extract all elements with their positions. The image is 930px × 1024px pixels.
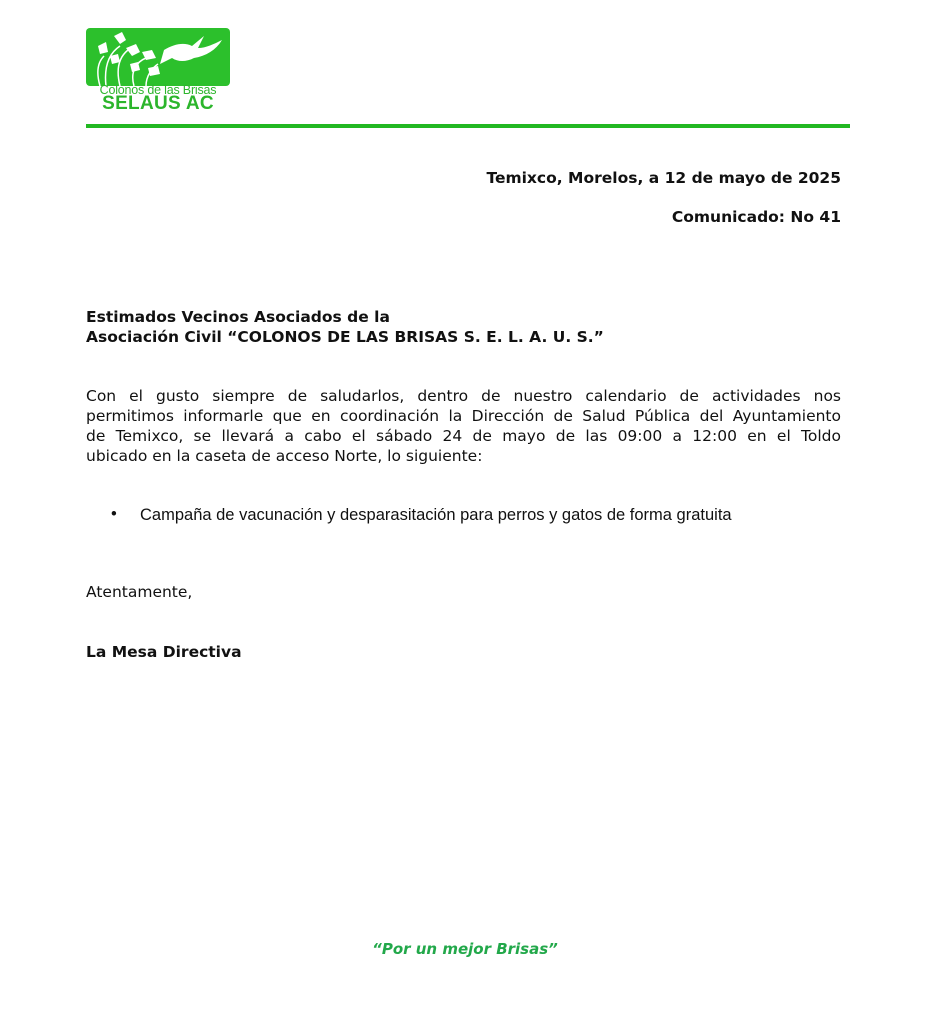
list-item: [108, 506, 732, 525]
hummingbird-flowers-logo-icon: [86, 28, 230, 86]
signature: La Mesa Directiva: [86, 643, 242, 661]
closing: Atentamente,: [86, 583, 193, 601]
footer-motto: “Por un mejor Brisas”: [372, 940, 558, 958]
body-line: Con el gusto siempre de saludarlos, dentro de nuestro calendario de actividades nos: [86, 387, 841, 405]
bullet-icon: •: [111, 505, 117, 523]
organization-logo: [86, 28, 230, 112]
activity-list: [108, 506, 732, 525]
list-item-text: Campaña de vacunación y desparasitación para perros y gatos de forma gratuita: [140, 506, 732, 524]
body-paragraph: [86, 386, 841, 466]
greeting-line-2: Asociación Civil “COLONOS DE LAS BRISAS S. E. L. A. U. S.”: [86, 328, 604, 346]
date-line: Temixco, Morelos, a 12 de mayo de 2025: [486, 169, 841, 187]
body-line: permitimos informarle que en coordinación la Dirección de Salud Pública del Ayuntamiento: [86, 407, 841, 425]
logo-title: SELAUS AC: [102, 93, 214, 114]
body-line: ubicado en la caseta de acceso Norte, lo siguiente:: [86, 447, 483, 465]
greeting-line-1: Estimados Vecinos Asociados de la: [86, 308, 390, 326]
comunicado-number: Comunicado: No 41: [671, 208, 841, 226]
logo-subtitle: Colonos de las Brisas: [99, 83, 217, 97]
greeting: [86, 307, 604, 347]
header-divider: [86, 124, 850, 128]
body-line: de Temixco, se llevará a cabo el sábado 24 de mayo de las 09:00 a 12:00 en el Toldo: [86, 427, 841, 445]
